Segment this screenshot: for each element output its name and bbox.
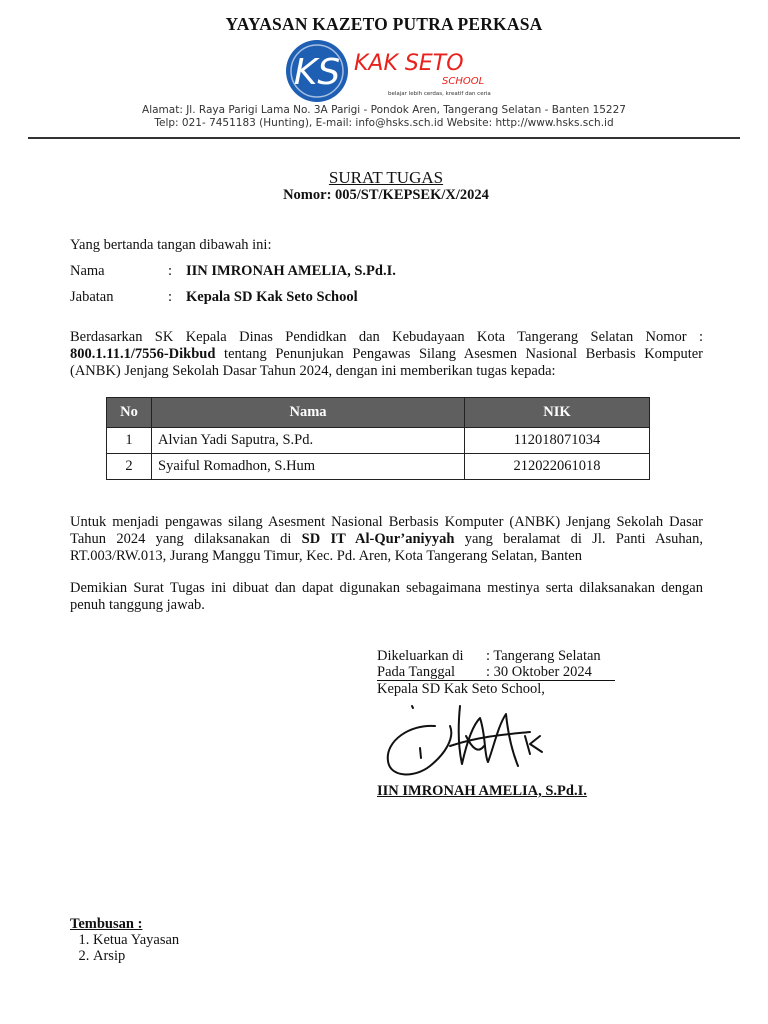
cell-no: 2 <box>107 454 152 480</box>
paragraph-basis-text: tentang Penunjukan Pengawas Silang Asesmen Nasional Berbasis Komputer (ANBK) Jenjang Sekolah Dasar Tahun 2024, dengan ini memberikan tugas kepada: <box>70 346 703 379</box>
letter-number: Nomor: 005/ST/KEPSEK/X/2024 <box>283 187 489 203</box>
handwritten-signature <box>380 696 560 786</box>
paragraph-assignment-text: yang beralamat di Jl. Panti Asuhan, RT.003/RW.013, Jurang Manggu Timur, Kec. Pd. Aren, Kota Tangerang Selatan, Banten <box>70 531 703 564</box>
list-item: 2. Arsip <box>93 948 179 964</box>
date-label: Pada Tanggal <box>377 664 456 680</box>
table-row <box>107 428 650 454</box>
header-divider <box>28 137 740 139</box>
signer-name: IIN IMRONAH AMELIA, S.Pd.I. <box>377 783 587 799</box>
field-sep: : <box>168 263 173 279</box>
table-row <box>107 454 650 480</box>
letter-title: SURAT TUGAS <box>328 168 444 187</box>
paragraph-assignment <box>70 514 703 565</box>
column-header-nik: NIK <box>465 398 650 428</box>
logo-tagline: belajar lebih cerdas, kreatif dan ceria <box>388 91 491 97</box>
cell-nama: Syaiful Romadhon, S.Hum <box>152 454 465 480</box>
sk-number: 800.1.11.1/7556-Dikbud <box>70 346 216 362</box>
foundation-name: YAYASAN KAZETO PUTRA PERKASA <box>225 14 543 34</box>
field-value-jabatan: Kepala SD Kak Seto School <box>186 289 358 305</box>
field-label-nama: Nama <box>70 263 105 279</box>
venue-name: SD IT Al-Qur’aniyyah <box>301 531 455 547</box>
cc-list <box>70 932 179 964</box>
assignee-table <box>106 397 650 480</box>
paragraph-basis-text: Berdasarkan SK Kepala Dinas Pendidkan dan Kebudayaan Kota Tangerang Selatan Nomor : <box>70 329 703 345</box>
intro-text: Yang bertanda tangan dibawah ini: <box>70 237 272 253</box>
field-value-nama: IIN IMRONAH AMELIA, S.Pd.I. <box>186 263 396 279</box>
logo-monogram: KS <box>293 52 341 93</box>
logo-brand: KAK SETO <box>354 51 464 76</box>
paragraph-basis <box>70 329 703 380</box>
table-header-row <box>107 398 650 428</box>
cc-title: Tembusan : <box>70 916 143 932</box>
column-header-nama: Nama <box>152 398 465 428</box>
signer-position: Kepala SD Kak Seto School, <box>377 681 545 697</box>
date-value: : 30 Oktober 2024 <box>486 664 592 680</box>
field-sep: : <box>168 289 173 305</box>
cell-nik: 112018071034 <box>465 428 650 454</box>
paragraph-closing: Demikian Surat Tugas ini dibuat dan dapat digunakan sebagaimana mestinya serta dilaksanakan dengan penuh tanggung jawab. <box>70 580 703 613</box>
logo-sub: SCHOOL <box>442 76 485 87</box>
contact-line: Telp: 021- 7451183 (Hunting), E-mail: info@hsks.sch.id Website: http://www.hsks.sch.id <box>154 117 614 129</box>
school-logo <box>284 38 499 104</box>
cell-nama: Alvian Yadi Saputra, S.Pd. <box>152 428 465 454</box>
issued-value: : Tangerang Selatan <box>486 648 601 664</box>
issued-label: Dikeluarkan di <box>377 648 464 664</box>
list-item: 1. Ketua Yayasan <box>93 932 179 948</box>
cell-no: 1 <box>107 428 152 454</box>
column-header-no: No <box>107 398 152 428</box>
paragraph-assignment-text: Untuk menjadi pengawas silang Asesment Nasional Berbasis Komputer (ANBK) Jenjang Sekolah Dasar Tahun 2024 yang dilaksanakan di <box>70 514 703 547</box>
field-label-jabatan: Jabatan <box>70 289 114 305</box>
cell-nik: 212022061018 <box>465 454 650 480</box>
address-line: Alamat: Jl. Raya Parigi Lama No. 3A Parigi - Pondok Aren, Tangerang Selatan - Banten 15227 <box>142 104 626 116</box>
